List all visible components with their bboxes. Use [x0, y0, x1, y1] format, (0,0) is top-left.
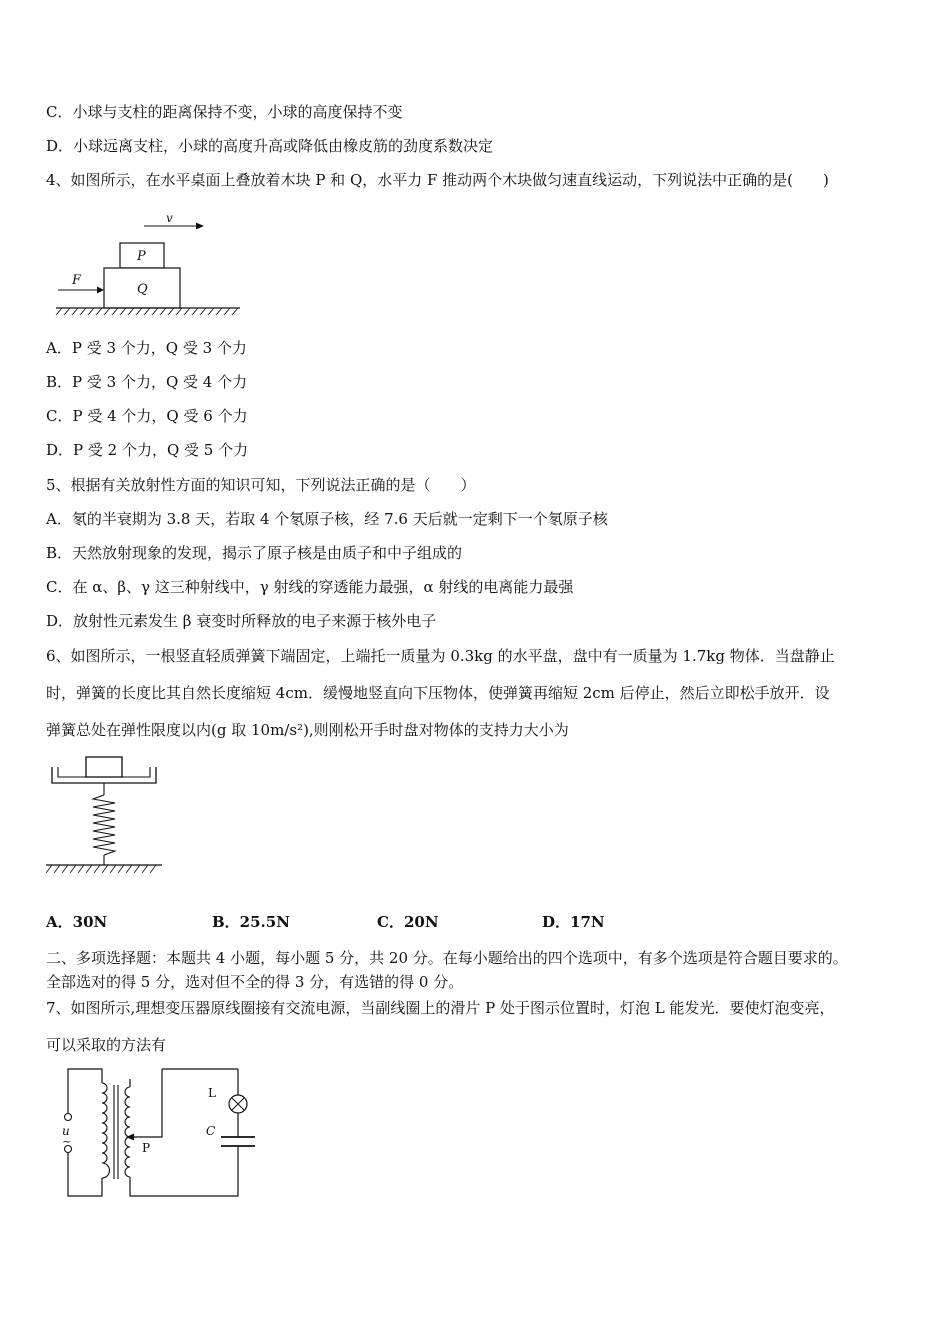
table-surface: [56, 308, 240, 315]
q4-blocks-figure: [52, 210, 252, 325]
secondary-coil: [125, 1087, 130, 1177]
capacitor-icon: [221, 1137, 255, 1146]
q4-option-a: A．P 受 3 个力，Q 受 3 个力: [46, 339, 247, 357]
q6-option-a: A．30N: [46, 913, 108, 931]
q5-option-a: A．氡的半衰期为 3.8 天，若取 4 个氡原子核，经 7.6 天后就一定剩下一个氡原子核: [46, 510, 608, 528]
source-terminal-top: [65, 1114, 72, 1121]
lamp-icon: [229, 1095, 247, 1113]
section2-line2: 全部选对的得 5 分，选对但不全的得 3 分，有选错的得 0 分。: [46, 973, 464, 991]
source-label: u: [62, 1124, 70, 1138]
q5-stem: 5、根据有关放射性方面的知识可知，下列说法正确的是（ ）: [46, 476, 476, 494]
ground: [46, 865, 162, 873]
block-p-label: P: [137, 249, 146, 264]
q6-option-d: D．17N: [542, 913, 605, 931]
q7-transformer-circuit: [56, 1065, 266, 1205]
transformer-core: [114, 1085, 118, 1179]
capacitor-label: C: [206, 1124, 216, 1138]
q6-options: [46, 912, 746, 934]
q6-stem-line3: 弹簧总处在弹性限度以内(g 取 10m/s²),则刚松开手时盘对物体的支持力大小为: [46, 721, 569, 739]
q7-stem-line2: 可以采取的方法有: [46, 1036, 167, 1054]
q6-stem-line2: 时，弹簧的长度比其自然长度缩短 4cm．缓慢地竖直向下压物体，使弹簧再缩短 2cm 后停止，然后立即松手放开．设: [46, 684, 830, 702]
q6-option-c: C．20N: [377, 913, 439, 931]
q4-stem: 4、如图所示，在水平桌面上叠放着木块 P 和 Q，水平力 F 推动两个木块做匀速直线运动，下列说法中正确的是( ): [46, 171, 829, 189]
q5-option-b: B．天然放射现象的发现，揭示了原子核是由质子和中子组成的: [46, 544, 463, 562]
q7-stem-line1: 7、如图所示,理想变压器原线圈接有交流电源，当副线圈上的滑片 P 处于图示位置时，灯泡 L 能发光．要使灯泡变亮，: [46, 999, 835, 1017]
spring: [93, 795, 115, 855]
slider-label: P: [142, 1141, 151, 1155]
q4-option-b: B．P 受 3 个力，Q 受 4 个力: [46, 373, 248, 391]
q5-option-d: D．放射性元素发生 β 衰变时所释放的电子来源于核外电子: [46, 612, 437, 630]
q5-option-c: C．在 α、β、γ 这三种射线中，γ 射线的穿透能力最强，α 射线的电离能力最强: [46, 578, 574, 596]
object-block: [86, 757, 122, 777]
slider-p: [126, 1069, 238, 1141]
block-q-label: Q: [137, 282, 148, 297]
q4-option-c: C．P 受 4 个力，Q 受 6 个力: [46, 407, 248, 425]
source-symbol: ~: [62, 1135, 72, 1148]
lamp-label: L: [208, 1086, 216, 1100]
force-label: F: [72, 273, 82, 288]
q3-option-c: C．小球与支柱的距离保持不变，小球的高度保持不变: [46, 103, 403, 121]
section2-line1: 二、多项选择题：本题共 4 小题，每小题 5 分，共 20 分。在每小题给出的四个选项中，有多个选项是符合题目要求的。: [46, 949, 848, 967]
q4-option-d: D．P 受 2 个力，Q 受 5 个力: [46, 441, 249, 459]
velocity-label: v: [166, 211, 173, 225]
velocity-arrow: [144, 223, 204, 230]
q3-option-d: D．小球远离支柱，小球的高度升高或降低由橡皮筋的劲度系数决定: [46, 137, 494, 155]
q6-stem-line1: 6、如图所示，一根竖直轻质弹簧下端固定，上端托一质量为 0.3kg 的水平盘，盘中有一质量为 1.7kg 物体．当盘静止: [46, 647, 835, 665]
q6-spring-figure: [44, 755, 169, 885]
primary-circuit: [65, 1069, 103, 1196]
primary-coil: [102, 1083, 110, 1178]
q6-option-b: B．25.5N: [212, 913, 290, 931]
